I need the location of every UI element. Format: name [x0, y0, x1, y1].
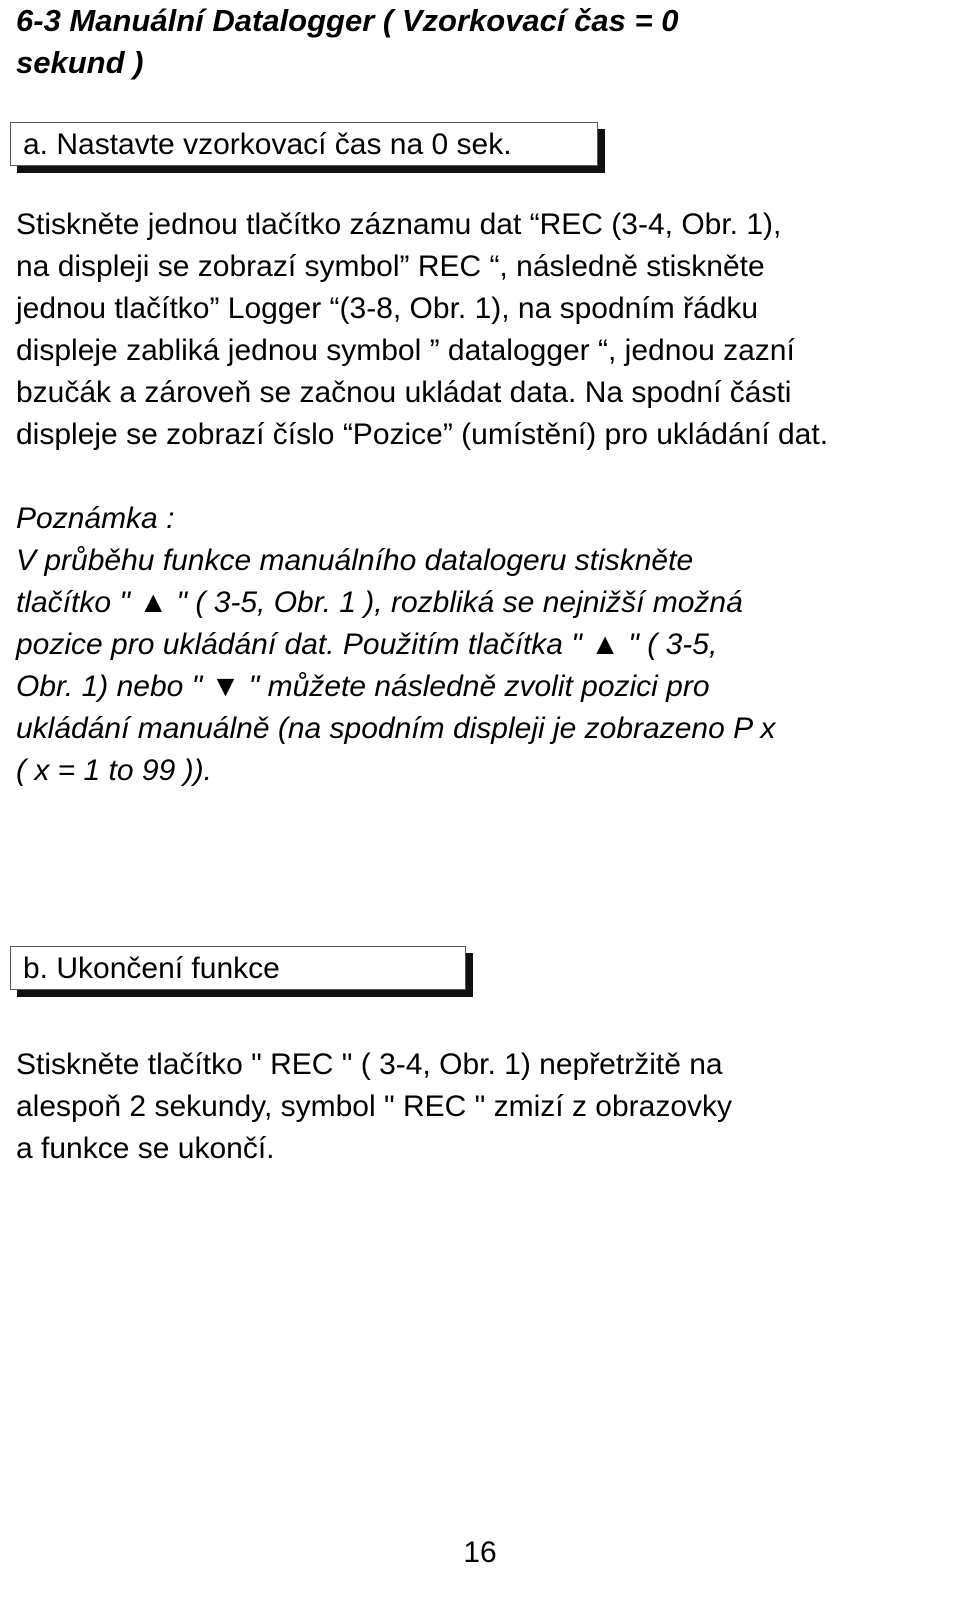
- body-line: Stiskněte tlačítko " REC " ( 3-4, Obr. 1) nepřetržitě na: [16, 1048, 723, 1081]
- body-line: alespoň 2 sekundy, symbol " REC " zmizí z obrazovky: [16, 1090, 733, 1123]
- section-heading: [16, 0, 916, 84]
- body-line: displeje se zobrazí číslo “Pozice” (umístění) pro ukládání dat.: [16, 418, 829, 451]
- note-title: Poznámka :: [16, 502, 175, 535]
- page-number: 16: [463, 1536, 497, 1569]
- note-line: Obr. 1) nebo " ▼ " můžete následně zvolit pozici pro: [16, 670, 710, 703]
- section-heading-line-2: sekund ): [16, 45, 144, 80]
- body-line: a funkce se ukončí.: [16, 1132, 275, 1165]
- body-line: na displeji se zobrazí symbol” REC “, následně stiskněte: [16, 250, 765, 283]
- note-line: tlačítko " ▲ " ( 3-5, Obr. 1 ), rozbliká se nejnižší možná: [16, 586, 743, 619]
- note-line: ( x = 1 to 99 )).: [16, 754, 212, 787]
- body-line: jednou tlačítko” Logger “(3-8, Obr. 1), na spodním řádku: [16, 292, 759, 325]
- note-line: pozice pro ukládání dat. Použitím tlačítka " ▲ " ( 3-5,: [16, 628, 718, 661]
- subsection-a-body: [16, 204, 946, 456]
- subsection-b-body: [16, 1044, 946, 1170]
- note-line: ukládání manuálně (na spodním displeji je zobrazeno P x: [16, 712, 776, 745]
- section-heading-line-1: 6-3 Manuální Datalogger ( Vzorkovací čas = 0: [16, 3, 679, 38]
- note-block: [16, 498, 946, 792]
- note-line: V průběhu funkce manuálního datalogeru stiskněte: [16, 544, 694, 577]
- body-line: displeje zabliká jednou symbol ” datalogger “, jednou zazní: [16, 334, 795, 367]
- body-line: Stiskněte jednou tlačítko záznamu dat “REC (3-4, Obr. 1),: [16, 208, 782, 241]
- body-line: bzučák a zároveň se začnou ukládat data. Na spodní části: [16, 376, 792, 409]
- subsection-a-label: a. Nastavte vzorkovací čas na 0 sek.: [10, 122, 598, 166]
- subsection-b-label: b. Ukončení funkce: [10, 946, 466, 990]
